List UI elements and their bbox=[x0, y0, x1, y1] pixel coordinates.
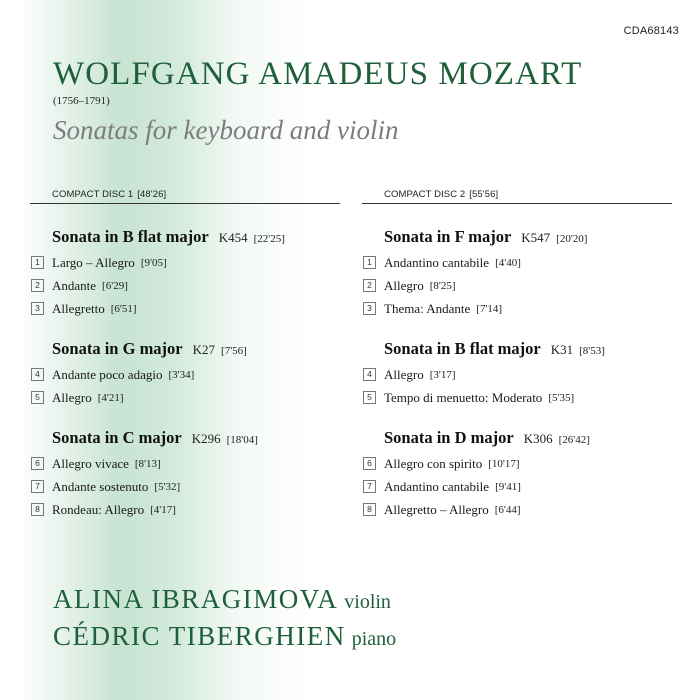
track-duration: [5'35] bbox=[548, 391, 575, 404]
track-number: 3 bbox=[363, 302, 376, 315]
sonata-duration: [18'04] bbox=[226, 434, 258, 446]
track-title: Rondeau: Allegro bbox=[52, 501, 145, 517]
sonata-block bbox=[367, 339, 672, 409]
sonata-duration: [20'20] bbox=[556, 233, 588, 245]
track-title: Andante poco adagio bbox=[52, 366, 163, 382]
sonata-title: Sonata in D major bbox=[384, 428, 514, 447]
track-number: 6 bbox=[363, 457, 376, 470]
track-number: 8 bbox=[363, 503, 376, 516]
track-duration: [9'05] bbox=[140, 256, 167, 269]
sonata-duration: [8'53] bbox=[579, 345, 605, 357]
track-duration: [3'34] bbox=[168, 368, 195, 381]
album-subtitle: Sonatas for keyboard and violin bbox=[53, 115, 399, 145]
track-title: Andantino cantabile bbox=[384, 254, 490, 270]
track-row bbox=[367, 386, 672, 409]
sonata-heading bbox=[52, 227, 340, 247]
performer-line bbox=[53, 586, 396, 613]
track-duration: [4'17] bbox=[150, 503, 176, 516]
track-duration: [4'21] bbox=[97, 391, 124, 404]
performer-name: ALINA IBRAGIMOVA bbox=[53, 584, 339, 614]
track-row bbox=[35, 452, 340, 475]
track-number: 5 bbox=[31, 391, 44, 404]
track-title: Allegro con spirito bbox=[384, 455, 483, 471]
koechel-number: K454 bbox=[218, 230, 248, 245]
performer-name: CÉDRIC TIBERGHIEN bbox=[53, 621, 346, 651]
sonata-heading bbox=[52, 339, 340, 359]
track-title: Andante bbox=[52, 277, 97, 293]
track-row bbox=[367, 475, 672, 498]
sonata-title: Sonata in B flat major bbox=[52, 227, 209, 246]
track-row bbox=[367, 452, 672, 475]
sonata-title: Sonata in F major bbox=[384, 227, 512, 246]
sonata-title: Sonata in C major bbox=[52, 428, 182, 447]
sonata-block bbox=[35, 339, 340, 409]
sonata-block bbox=[35, 428, 340, 521]
track-duration: [6'29] bbox=[102, 279, 128, 292]
koechel-number: K306 bbox=[523, 431, 553, 446]
track-row bbox=[35, 475, 340, 498]
track-number: 2 bbox=[31, 279, 44, 292]
track-number: 3 bbox=[31, 302, 44, 315]
track-row bbox=[367, 363, 672, 386]
sonata-heading bbox=[384, 339, 672, 359]
disc-header bbox=[362, 189, 672, 204]
track-number: 7 bbox=[31, 480, 44, 493]
composer-dates: (1756–1791) bbox=[53, 95, 110, 107]
track-title: Tempo di menuetto: Moderato bbox=[384, 389, 543, 405]
sonata-title: Sonata in B flat major bbox=[384, 339, 541, 358]
track-title: Thema: Andante bbox=[384, 300, 471, 316]
track-duration: [5'32] bbox=[154, 480, 181, 493]
track-duration: [10'17] bbox=[488, 457, 520, 470]
track-title: Allegro bbox=[384, 277, 424, 293]
track-duration: [7'14] bbox=[476, 302, 503, 315]
track-row bbox=[367, 297, 672, 320]
koechel-number: K27 bbox=[192, 342, 216, 357]
track-number: 7 bbox=[363, 480, 376, 493]
sonata-block bbox=[367, 428, 672, 521]
track-title: Andantino cantabile bbox=[384, 478, 490, 494]
sonata-heading bbox=[384, 428, 672, 448]
sonata-heading bbox=[384, 227, 672, 247]
performer-instrument: violin bbox=[344, 591, 391, 613]
track-duration: [6'51] bbox=[110, 302, 137, 315]
track-number: 2 bbox=[363, 279, 376, 292]
track-duration: [4'40] bbox=[495, 256, 521, 269]
track-number: 6 bbox=[31, 457, 44, 470]
track-title: Allegretto bbox=[52, 300, 105, 316]
disc-label: COMPACT DISC 1 bbox=[52, 189, 134, 200]
track-number: 4 bbox=[363, 368, 376, 381]
track-number: 1 bbox=[363, 256, 376, 269]
sonata-duration: [26'42] bbox=[558, 434, 590, 446]
disc-duration: [48'26] bbox=[137, 189, 167, 200]
track-duration: [6'44] bbox=[494, 503, 521, 516]
sonata-title: Sonata in G major bbox=[52, 339, 183, 358]
track-number: 4 bbox=[31, 368, 44, 381]
sonata-duration: [22'25] bbox=[253, 233, 285, 245]
composer-name: WOLFGANG AMADEUS MOZART bbox=[53, 56, 583, 92]
performer-instrument: piano bbox=[351, 628, 397, 650]
disc-1-tracklist bbox=[30, 189, 340, 521]
track-duration: [9'41] bbox=[495, 480, 521, 493]
track-row bbox=[35, 498, 340, 521]
track-row bbox=[367, 251, 672, 274]
koechel-number: K31 bbox=[550, 342, 574, 357]
track-duration: [8'13] bbox=[134, 457, 161, 470]
disc-label: COMPACT DISC 2 bbox=[384, 189, 466, 200]
track-row bbox=[35, 274, 340, 297]
performer-line bbox=[53, 623, 396, 650]
catalogue-number: CDA68143 bbox=[623, 25, 679, 37]
track-number: 8 bbox=[31, 503, 44, 516]
track-row bbox=[35, 297, 340, 320]
track-row bbox=[35, 251, 340, 274]
track-duration: [8'25] bbox=[429, 279, 456, 292]
performers bbox=[53, 586, 396, 660]
track-row bbox=[367, 498, 672, 521]
sonata-block bbox=[35, 227, 340, 320]
koechel-number: K547 bbox=[521, 230, 551, 245]
disc-2-tracklist bbox=[362, 189, 672, 521]
disc-header bbox=[30, 189, 340, 204]
sonata-heading bbox=[52, 428, 340, 448]
sonata-block bbox=[367, 227, 672, 320]
track-duration: [3'17] bbox=[429, 368, 456, 381]
track-title: Andante sostenuto bbox=[52, 478, 149, 494]
track-title: Allegro bbox=[384, 366, 424, 382]
track-title: Allegretto – Allegro bbox=[384, 501, 489, 517]
track-title: Allegro bbox=[52, 389, 92, 405]
track-row bbox=[35, 363, 340, 386]
track-number: 5 bbox=[363, 391, 376, 404]
track-row bbox=[35, 386, 340, 409]
track-title: Largo – Allegro bbox=[52, 254, 135, 270]
koechel-number: K296 bbox=[191, 431, 221, 446]
sonata-duration: [7'56] bbox=[221, 345, 247, 357]
track-number: 1 bbox=[31, 256, 44, 269]
track-row bbox=[367, 274, 672, 297]
disc-duration: [55'56] bbox=[469, 189, 499, 200]
track-title: Allegro vivace bbox=[52, 455, 129, 471]
